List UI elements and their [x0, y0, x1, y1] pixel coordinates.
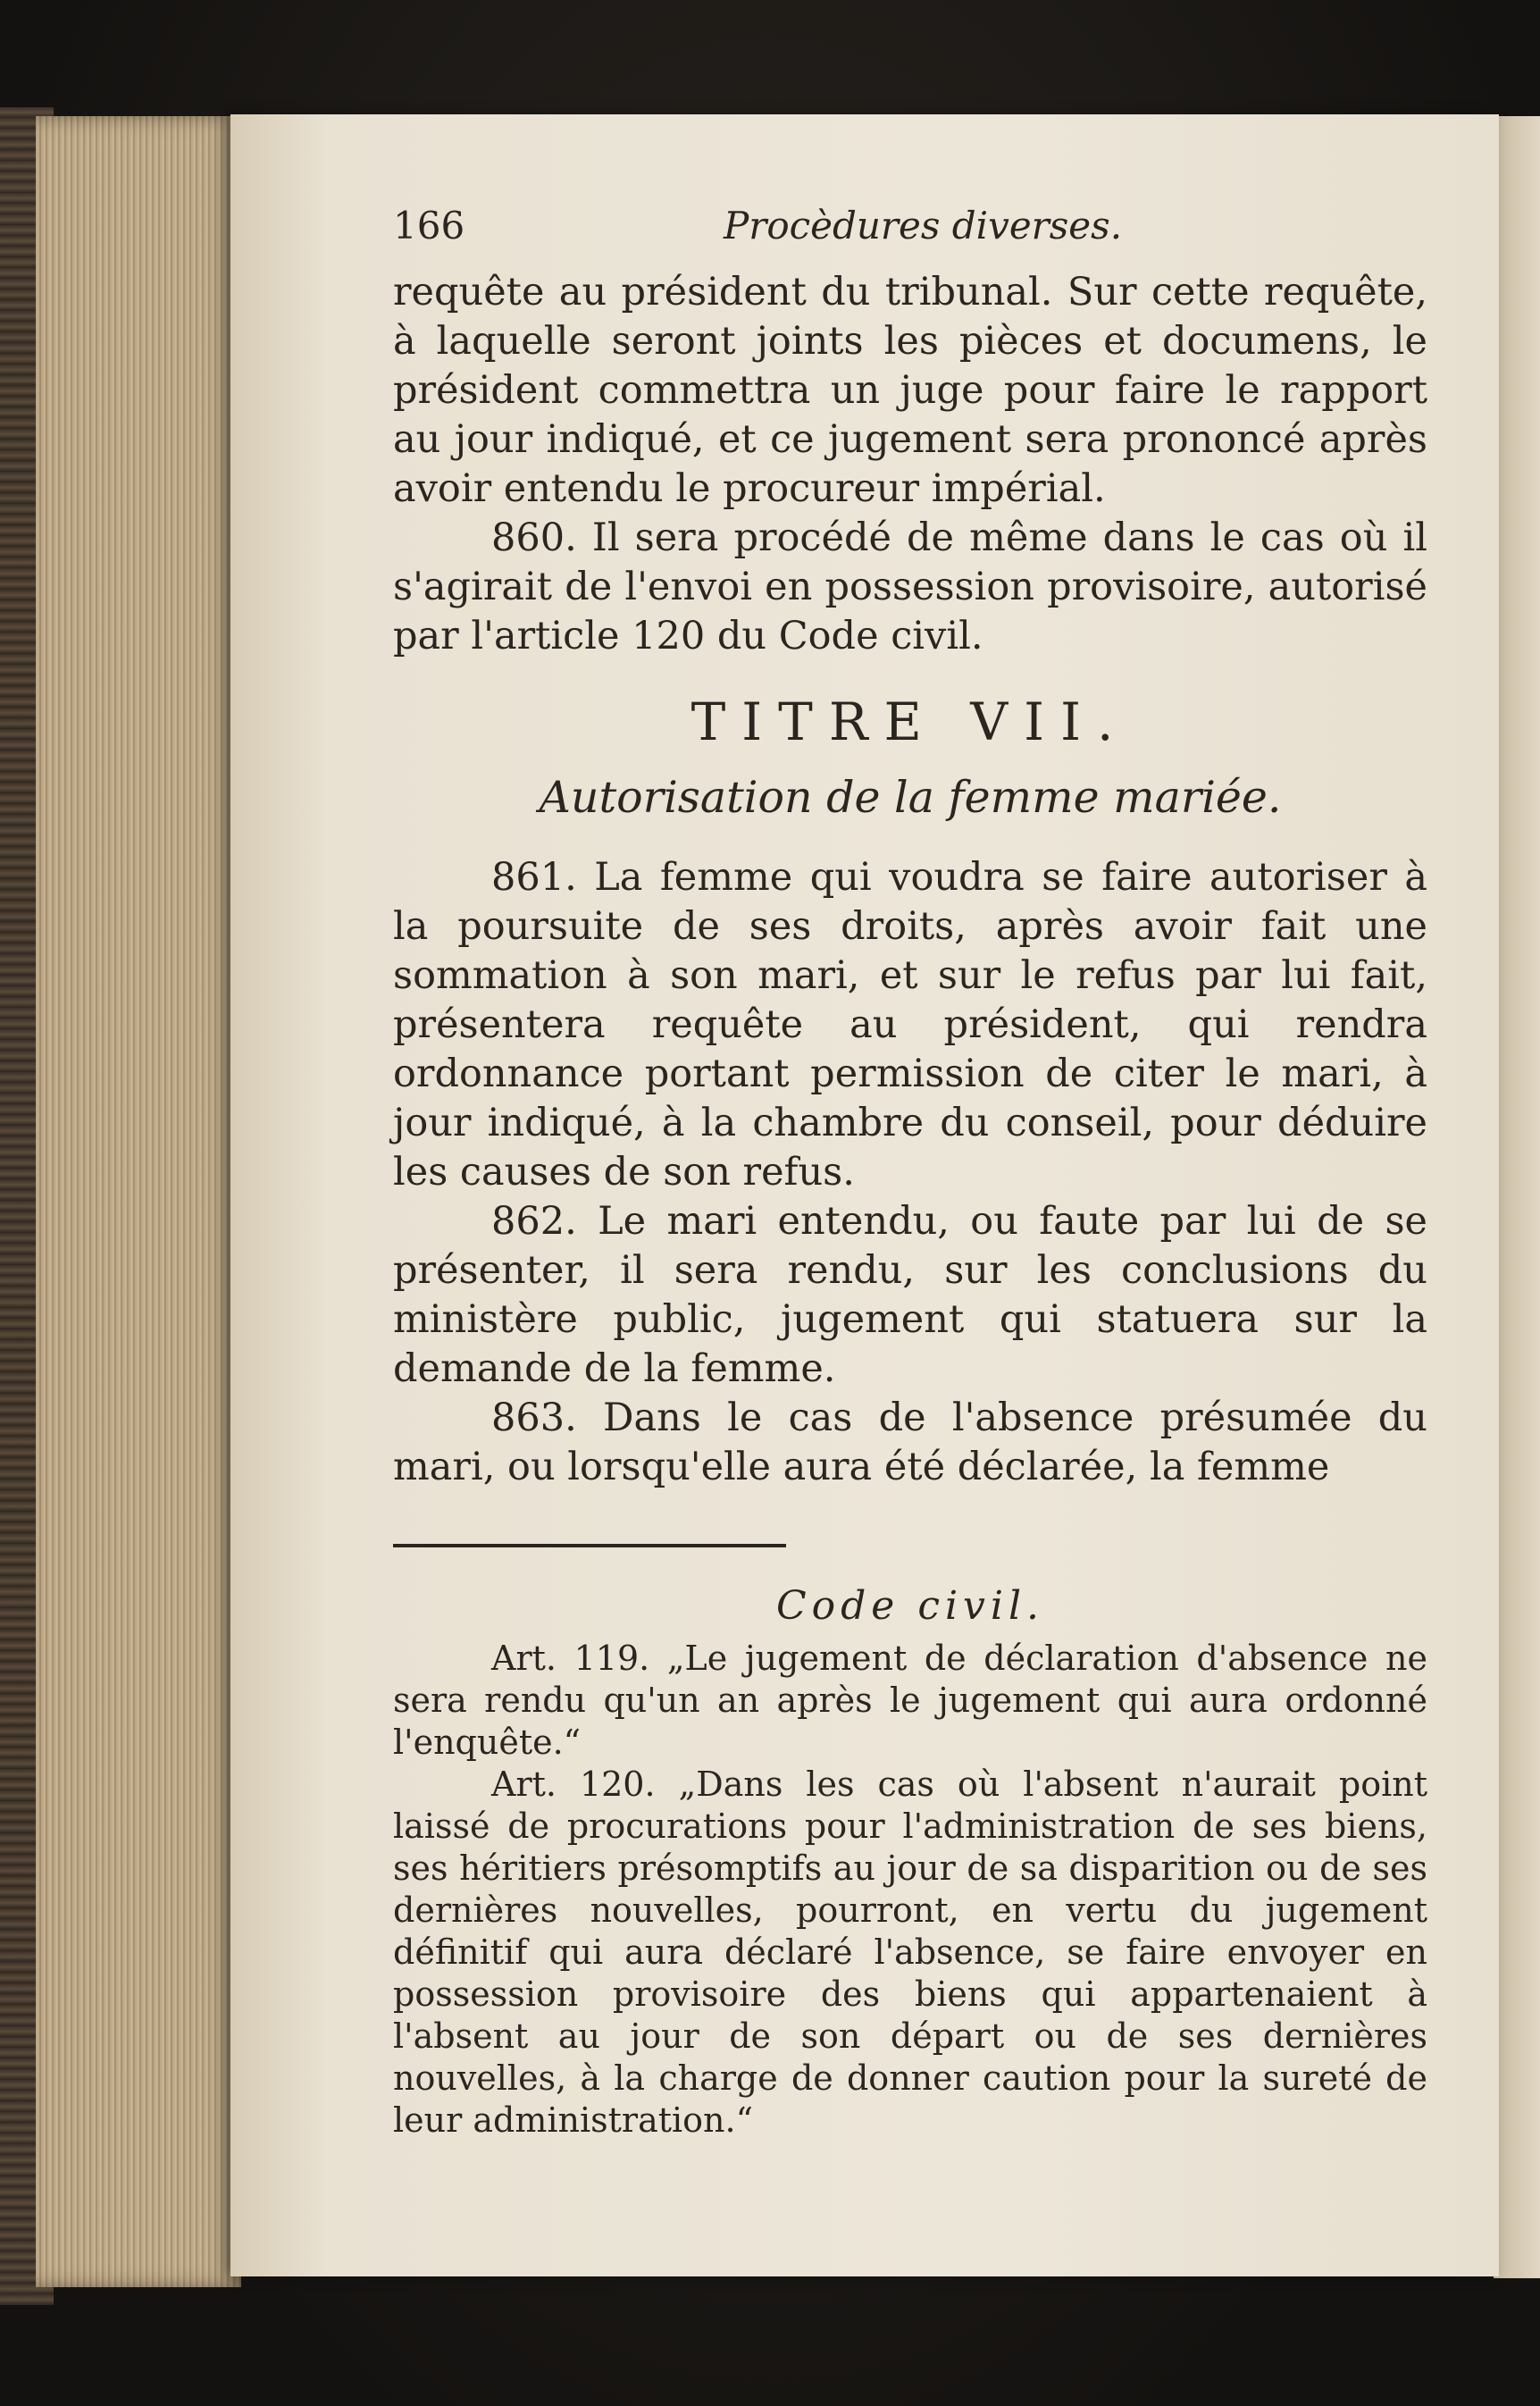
article-860: 860. Il sera procédé de même dans le cas où il s'agirait de l'envoi en possession provisoire, autorisé par l'article 120 du Code civil. [393, 516, 1427, 658]
note-article-120: Art. 120. „Dans les cas où l'absent n'aurait point laissé de procurations pour l'administration de ses biens, ses héritiers présomptifs au jour de sa disparition ou de ses dernières nouvelles, pourront, en vertu du jugement définitif qui aura déclaré l'absence, se faire envoyer en possession provisoire des biens qui appartenaient à l'absent au jour de son départ ou de ses dernières nouvelles, à la charge de donner caution pour la sureté de leur administration.“ [393, 1765, 1427, 2140]
article-861: 861. La femme qui voudra se faire autoriser à la poursuite de ses droits, après avoir fait une sommation à son mari, et sur le refus par lui fait, présentera requête au président, qui rendra ordonnance portant permission de citer le mari, à jour indiqué, à la chambre du conseil, pour déduire les causes de son refus. [393, 855, 1427, 1195]
page-stack-edges [36, 116, 241, 2287]
book-page [230, 114, 1499, 2276]
section-title: TITRE VII. [690, 692, 1130, 752]
running-title: Procèdures diverses. [724, 204, 1123, 247]
page-text-block [393, 204, 1427, 2142]
section-subtitle: Autorisation de la femme mariée. [539, 772, 1282, 823]
note-article-119: Art. 119. „Le jugement de déclaration d'absence ne sera rendu qu'un an après le jugement qui aura ordonné l'enquête.“ [393, 1639, 1427, 1762]
article-862: 862. Le mari entendu, ou faute par lui de se présenter, il sera rendu, sur les conclusions du ministère public, jugement qui statuera sur la demande de la femme. [393, 1199, 1427, 1391]
notes-heading: Code civil. [775, 1583, 1045, 1629]
continuation-paragraph: requête au président du tribunal. Sur cette requête, à laquelle seront joints les pièces et documens, le président commettra un juge pour faire le rapport au jour indiqué, et ce jugement sera prononcé après avoir entendu le procureur impérial. [393, 270, 1427, 511]
facing-page-edge [1494, 116, 1540, 2278]
article-863: 863. Dans le cas de l'absence présumée du mari, ou lorsqu'elle aura été déclarée, la femme [393, 1396, 1427, 1489]
page-number: 166 [393, 204, 465, 247]
running-head [393, 204, 1427, 268]
footnote-divider [393, 1544, 786, 1547]
